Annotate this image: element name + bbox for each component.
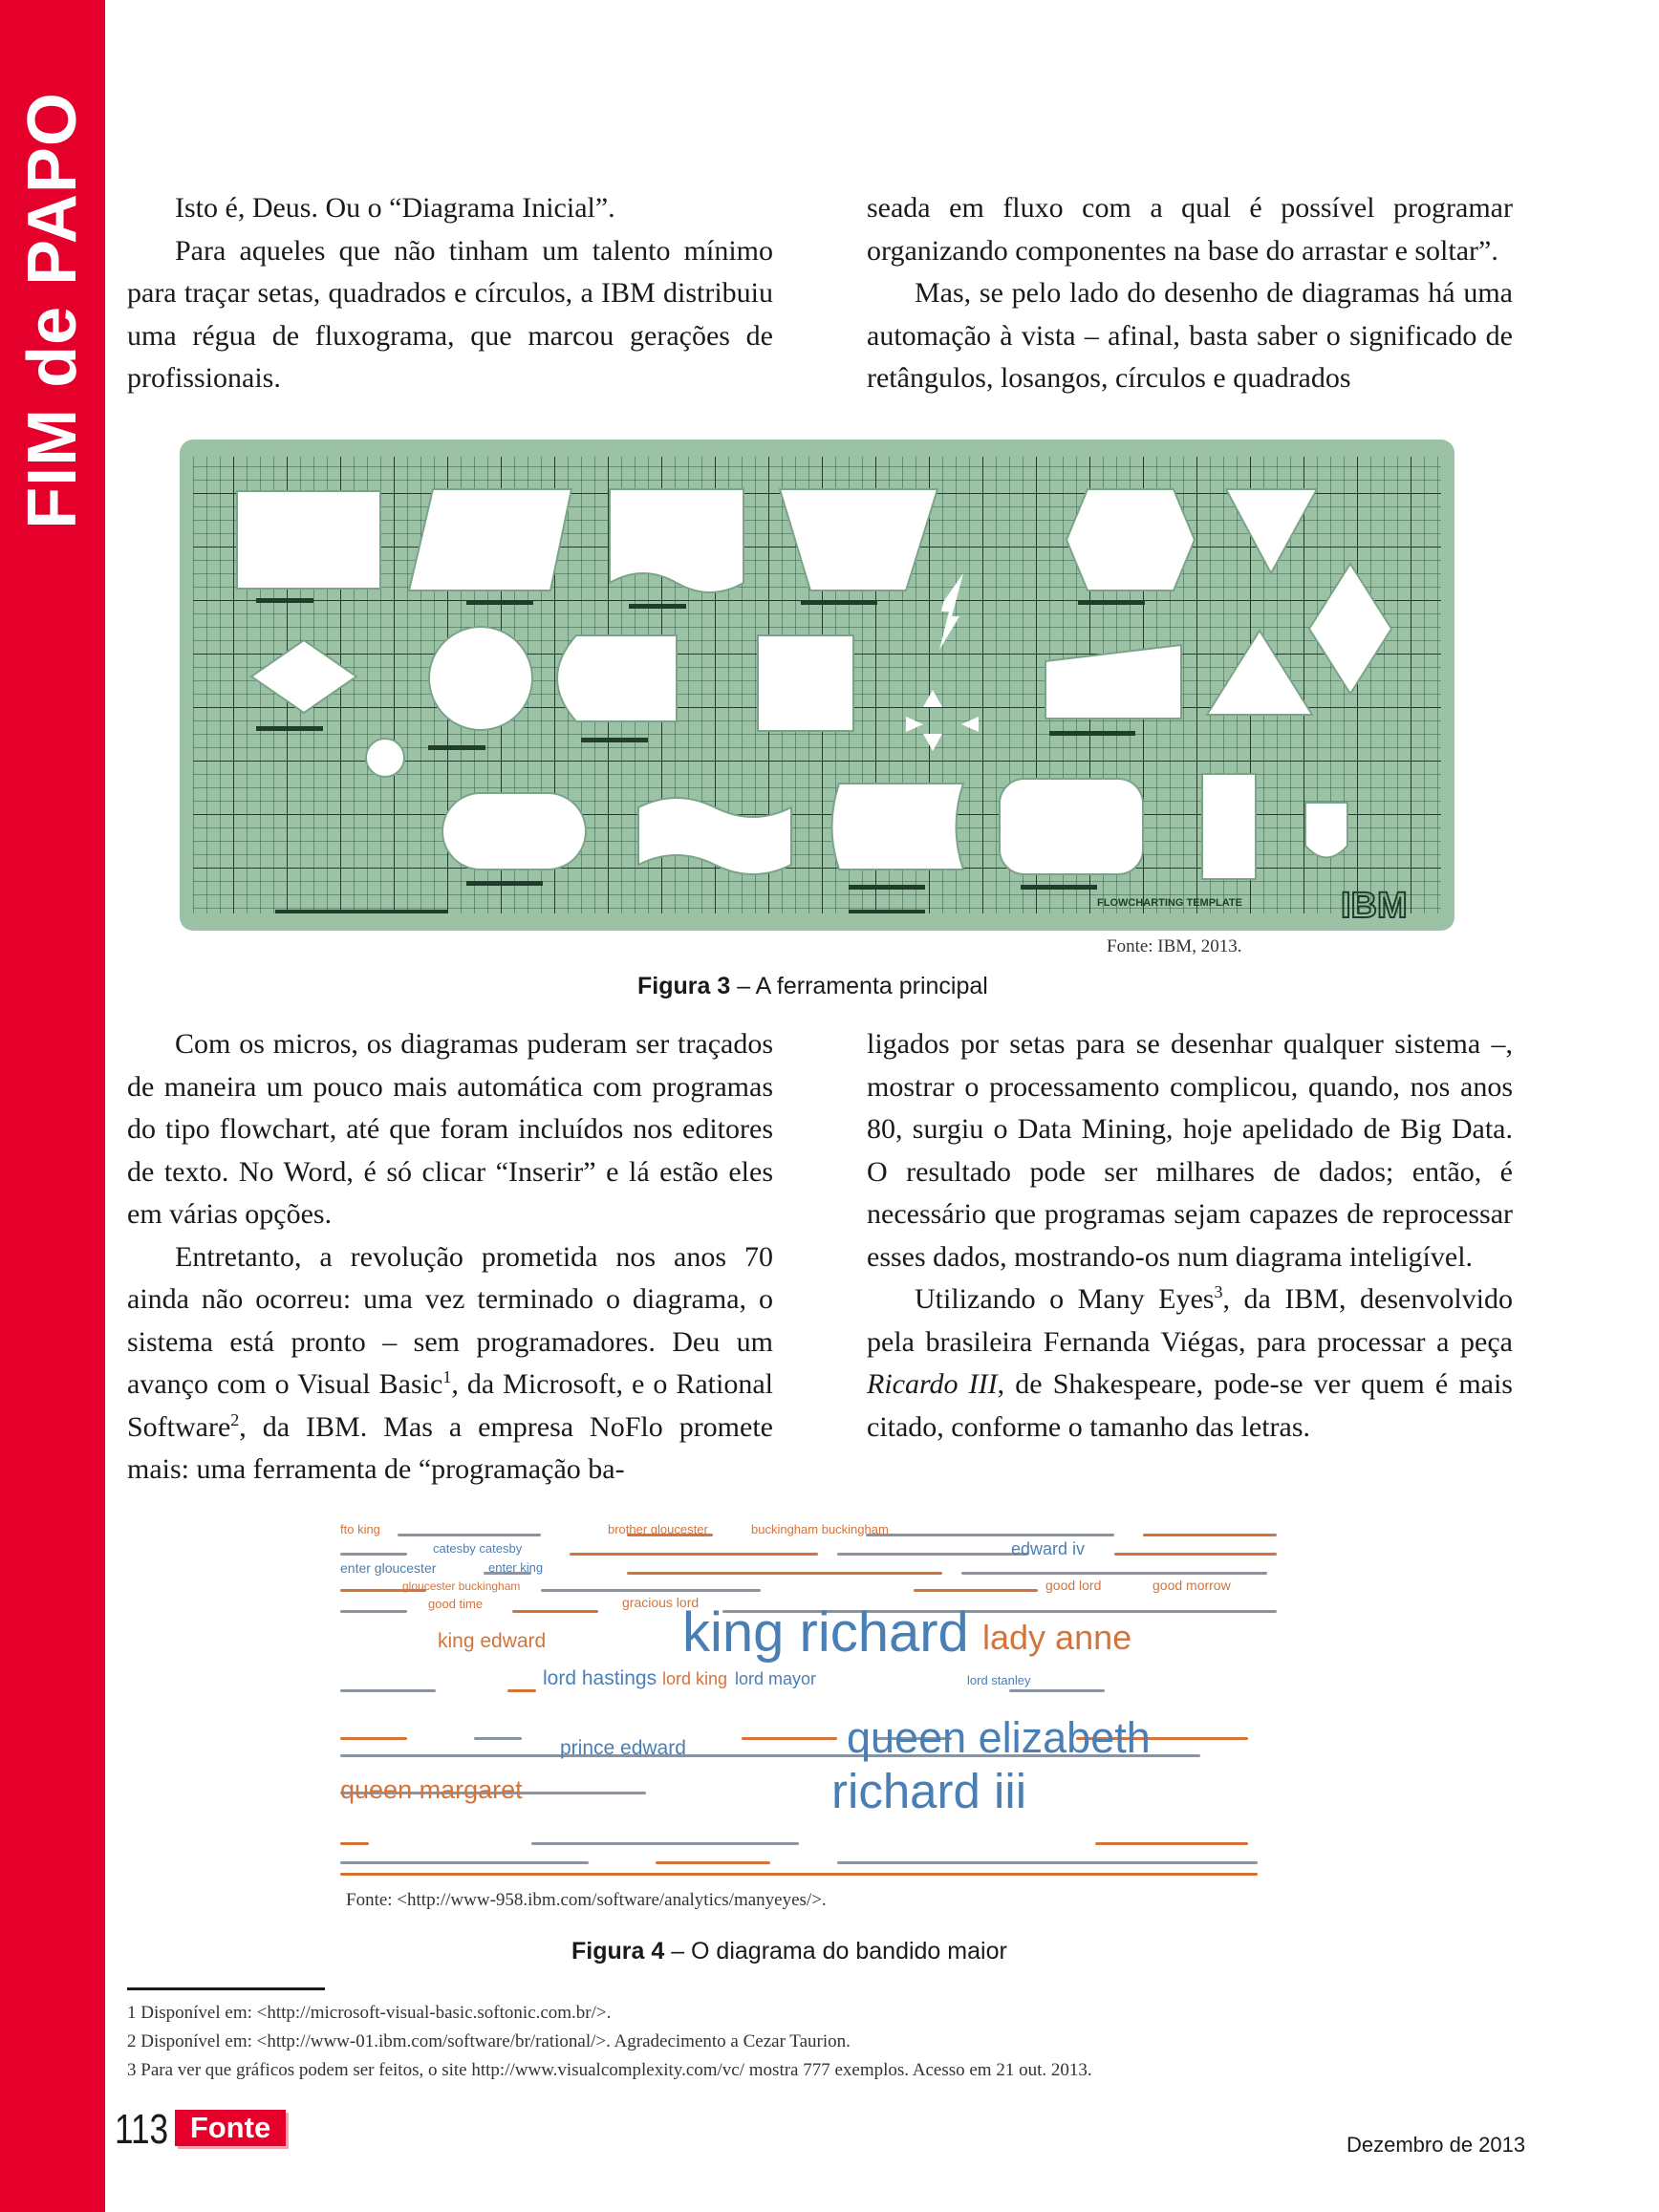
caption-label: Figura 4 xyxy=(571,1938,665,1965)
terminal-cutout xyxy=(442,793,586,870)
footnote-ref: 1 xyxy=(442,1367,452,1386)
cloud-word: gloucester buckingham xyxy=(402,1579,521,1593)
top-right-column xyxy=(867,187,1513,400)
caption-label: Figura 3 xyxy=(637,973,731,999)
cloud-word: king richard xyxy=(682,1601,969,1664)
cloud-word: lord stanley xyxy=(967,1673,1031,1687)
cloud-word: enter king xyxy=(488,1560,544,1575)
cloud-word: lady anne xyxy=(982,1618,1132,1657)
cloud-word: enter gloucester xyxy=(340,1560,437,1576)
paragraph: Mas, se pelo lado do desenho de diagramas há uma automação à vista – afinal, basta saber o significado de retângulos, losangos, círculos e quadrados xyxy=(867,277,1513,394)
square-cutout xyxy=(758,635,853,731)
flowchart-template-figure xyxy=(180,440,1454,931)
footnotes xyxy=(127,1999,1092,2085)
caption-text: – O diagrama do bandido maior xyxy=(664,1938,1007,1965)
cloud-word: queen margaret xyxy=(340,1775,523,1804)
cloud-word: fto king xyxy=(340,1522,380,1536)
magnetic-tape-cutout xyxy=(832,784,964,870)
input-output-cutout xyxy=(409,489,571,591)
figure4-caption xyxy=(571,1938,1007,1965)
section-title: FIM de PAPO xyxy=(14,92,91,529)
cloud-word: brother gloucester xyxy=(608,1522,708,1536)
footnote: 3 Para ver que gráficos podem ser feitos, o site http://www.visualcomplexity.com/vc/ mostra 777 exemplos. Acesso em 21 out. 2013. xyxy=(127,2060,1092,2080)
paragraph: seada em fluxo com a qual é possível programar organizando componentes na base do arrastar e soltar”. xyxy=(867,192,1513,267)
figure3-source: Fonte: IBM, 2013. xyxy=(1107,936,1242,956)
paragraph: Isto é, Deus. Ou o “Diagrama Inicial”. xyxy=(175,192,615,224)
paragraph: Com os micros, os diagramas puderam ser traçados de maneira um pouco mais automática com programas do tipo flowchart, até que foram incluídos nos editores de texto. No Word, é só clicar “Inserir” e lá estão eles em várias opções. xyxy=(127,1028,773,1230)
cloud-word: lord hastings xyxy=(543,1667,657,1689)
fonte-logo: Fonte xyxy=(175,2110,286,2146)
top-left-column xyxy=(127,187,773,400)
cloud-word: good lord xyxy=(1045,1578,1102,1593)
mid-right-column xyxy=(867,1023,1513,1449)
cloud-word: prince edward xyxy=(560,1737,686,1759)
template-label: FLOWCHARTING TEMPLATE xyxy=(1097,897,1242,909)
cloud-word: good time xyxy=(428,1597,484,1611)
paragraph: Para aqueles que não tinham um talento mínimo para traçar setas, quadrados e círculos, a IBM distribuiu uma régua de fluxograma, que marcou gerações de profissionais. xyxy=(127,234,773,394)
cloud-word: good morrow xyxy=(1153,1578,1231,1593)
caption-text: – A ferramenta principal xyxy=(730,973,988,999)
word-cloud-figure xyxy=(340,1522,1282,1881)
card-cutout xyxy=(1202,774,1256,879)
footnote-ref: 3 xyxy=(1214,1282,1223,1301)
paragraph: ligados por setas para se desenhar qualquer sistema –, mostrar o processamento complicou, quando, nos anos 80, surgiu o Data Mining, hoje apelidado de Big Data. O resultado pode ser milhares de dados; então, é necessário que programas sejam capazes de reprocessar esses dados, mostrando-os num diagrama inteligível. xyxy=(867,1028,1513,1273)
footnote-rule xyxy=(127,1987,325,1990)
cloud-word: edward iv xyxy=(1011,1539,1086,1558)
cloud-word: king edward xyxy=(438,1630,547,1652)
cloud-word: richard iii xyxy=(831,1764,1027,1818)
cloud-word: queen elizabeth xyxy=(847,1713,1151,1762)
footnote: 1 Disponível em: <http://microsoft-visual-basic.softonic.com.br/>. xyxy=(127,2003,612,2023)
mid-left-column xyxy=(127,1023,773,1492)
page-number: 113 xyxy=(115,2106,169,2153)
ibm-logo: IBM xyxy=(1341,886,1408,926)
issue-date: Dezembro de 2013 xyxy=(1347,2133,1526,2157)
online-storage-cutout xyxy=(1000,779,1143,874)
figure4-source: Fonte: <http://www-958.ibm.com/software/analytics/manyeyes/>. xyxy=(346,1890,827,1910)
paragraph: Entretanto, a revolução prometida nos anos 70 ainda não ocorreu: uma vez terminado o diagrama, o sistema está pronto – sem programadores. Deu um avanço com o Visual Basic$^1$, da Microsoft, e o Rational Software$^2$, da IBM. Mas a empresa NoFlo promete mais: uma ferramenta de “programação ba- xyxy=(127,1240,773,1485)
small-connector-cutout xyxy=(366,739,404,777)
cloud-word: gracious lord xyxy=(622,1595,700,1610)
cloud-word: catesby catesby xyxy=(433,1541,523,1556)
connector-cutout xyxy=(429,627,532,730)
process-cutout xyxy=(237,491,380,589)
cloud-word: lord mayor xyxy=(735,1669,817,1688)
preparation-cutout xyxy=(1066,489,1195,591)
display-cutout xyxy=(557,635,677,721)
figure3-caption xyxy=(637,973,988,1000)
paragraph: Utilizando o Many Eyes$^3$, da IBM, desenvolvido pela brasileira Fernanda Viégas, para processar a peça Ricardo III, de Shakespeare, pode-se ver quem é mais citado, conforme o tamanho das letras. xyxy=(867,1282,1513,1443)
cloud-word: buckingham buckingham xyxy=(751,1522,889,1536)
offpage-connector-cutout xyxy=(1305,803,1347,858)
footnote: 2 Disponível em: <http://www-01.ibm.com/software/br/rational/>. Agradecimento a Cezar Taurion. xyxy=(127,2031,851,2051)
cloud-word: lord king xyxy=(662,1669,728,1688)
section-band xyxy=(0,0,105,2212)
footnote-ref: 2 xyxy=(230,1409,240,1429)
